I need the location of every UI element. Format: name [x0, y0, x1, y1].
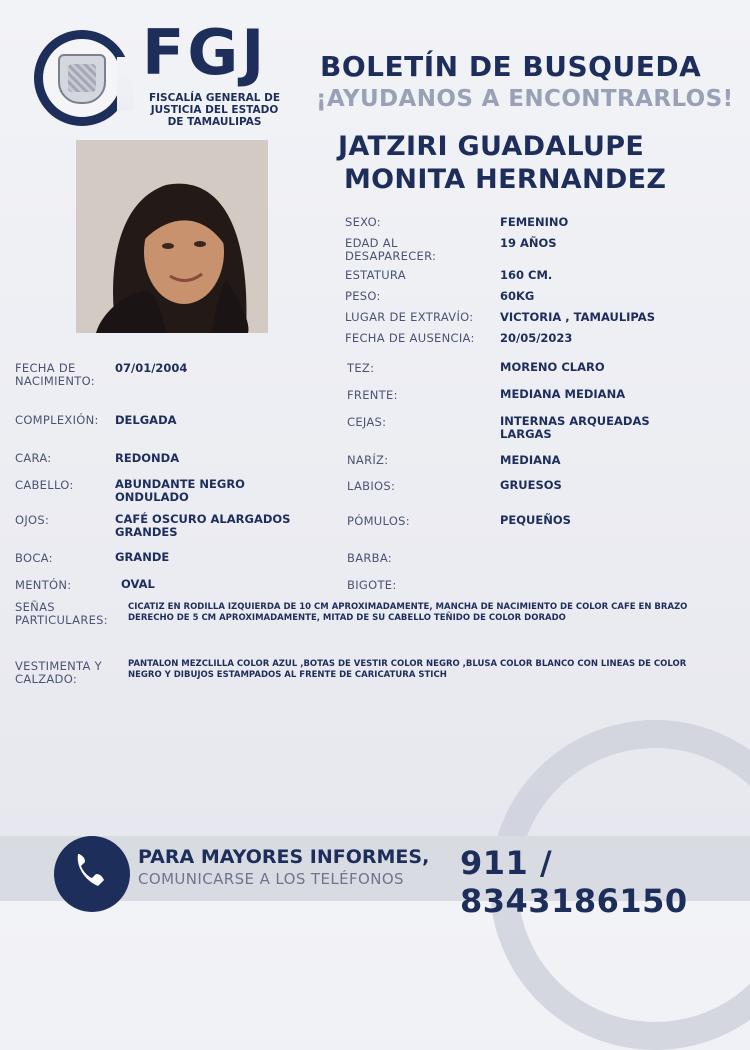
- labios-label: LABIOS:: [347, 479, 396, 493]
- state-seal-icon: [58, 54, 106, 104]
- menton-value: OVAL: [121, 577, 155, 591]
- sexo-value: FEMENINO: [500, 215, 569, 229]
- name-line-2: MONITA HERNANDEZ: [344, 164, 667, 195]
- menton-label: MENTÓN:: [15, 578, 72, 592]
- vestimenta-value: PANTALON MEZCLILLA COLOR AZUL ,BOTAS DE VESTIR COLOR NEGRO ,BLUSA COLOR BLANCO CON LINEAS DE COLOR NEGRO Y DIBUJOS ESTAMPADOS AL FRENTE DE CARICATURA STICH: [128, 659, 687, 680]
- bulletin-subtitle: ¡AYUDANOS A ENCONTRARLOS!: [316, 86, 734, 112]
- pomulos-label: PÓMULOS:: [347, 514, 410, 528]
- bigote-label: BIGOTE:: [347, 578, 397, 592]
- lugar-value: VICTORIA , TAMAULIPAS: [500, 310, 655, 324]
- pomulos-value: PEQUEÑOS: [500, 513, 571, 527]
- cabello-value: ABUNDANTE NEGRO ONDULADO: [115, 477, 245, 504]
- tez-label: TEZ:: [347, 361, 375, 375]
- name-line-1: JATZIRI GUADALUPE: [338, 131, 645, 162]
- footer-info-line1: PARA MAYORES INFORMES,: [138, 846, 430, 868]
- vestimenta-label: VESTIMENTA Y CALZADO:: [15, 659, 102, 686]
- fecha-ausencia-label: FECHA DE AUSENCIA:: [345, 331, 475, 345]
- lugar-label: LUGAR DE EXTRAVÍO:: [345, 310, 474, 324]
- nariz-label: NARÍZ:: [347, 453, 389, 467]
- footer-info-line2: COMUNICARSE A LOS TELÉFONOS: [138, 870, 404, 888]
- edad-value: 19 AÑOS: [500, 236, 557, 250]
- footer-phone[interactable]: 911 / 8343186150: [460, 844, 688, 920]
- logo-subtitle: FISCALÍA GENERAL DE JUSTICIA DEL ESTADO DE TAMAULIPAS: [148, 92, 281, 128]
- boca-value: GRANDE: [115, 550, 170, 564]
- peso-value: 60KG: [500, 289, 535, 303]
- cejas-label: CEJAS:: [347, 415, 387, 429]
- cejas-value: INTERNAS ARQUEADAS LARGAS: [500, 414, 650, 441]
- complexion-label: COMPLEXIÓN:: [15, 413, 99, 427]
- senas-value: CICATIZ EN RODILLA IZQUIERDA DE 10 CM APROXIMADAMENTE, MANCHA DE NACIMIENTO DE COLOR CAFE EN BRAZO DERECHO DE 5 CM APROXIMADAMENTE, MITAD DE SU CABELLO TEÑIDO DE COLOR DORADO: [128, 602, 688, 623]
- person-name: [338, 130, 668, 196]
- estatura-label: ESTATURA: [345, 268, 406, 282]
- tez-value: MORENO CLARO: [500, 360, 605, 374]
- complexion-value: DELGADA: [115, 413, 177, 427]
- frente-label: FRENTE:: [347, 388, 398, 402]
- edad-label: EDAD AL DESAPARECER:: [345, 236, 437, 263]
- cabello-label: CABELLO:: [15, 478, 74, 492]
- fecha-nacimiento-label: FECHA DE NACIMIENTO:: [15, 361, 95, 388]
- sexo-label: SEXO:: [345, 215, 381, 229]
- nariz-value: MEDIANA: [500, 453, 561, 467]
- cara-label: CARA:: [15, 451, 52, 465]
- labios-value: GRUESOS: [500, 478, 562, 492]
- estatura-value: 160 CM.: [500, 268, 553, 282]
- logo-text: FGJ: [142, 16, 268, 89]
- boca-label: BOCA:: [15, 551, 53, 565]
- ojos-value: CAFÉ OSCURO ALARGADOS GRANDES: [115, 512, 291, 539]
- peso-label: PESO:: [345, 289, 381, 303]
- fecha-ausencia-value: 20/05/2023: [500, 331, 573, 345]
- ojos-label: OJOS:: [15, 513, 50, 527]
- senas-label: SEÑAS PARTICULARES:: [15, 600, 108, 627]
- fecha-nacimiento-value: 07/01/2004: [115, 361, 188, 375]
- barba-label: BARBA:: [347, 551, 392, 565]
- frente-value: MEDIANA MEDIANA: [500, 387, 626, 401]
- cara-value: REDONDA: [115, 451, 180, 465]
- bulletin-title: BOLETÍN DE BUSQUEDA: [320, 50, 702, 83]
- missing-person-photo: [76, 140, 268, 333]
